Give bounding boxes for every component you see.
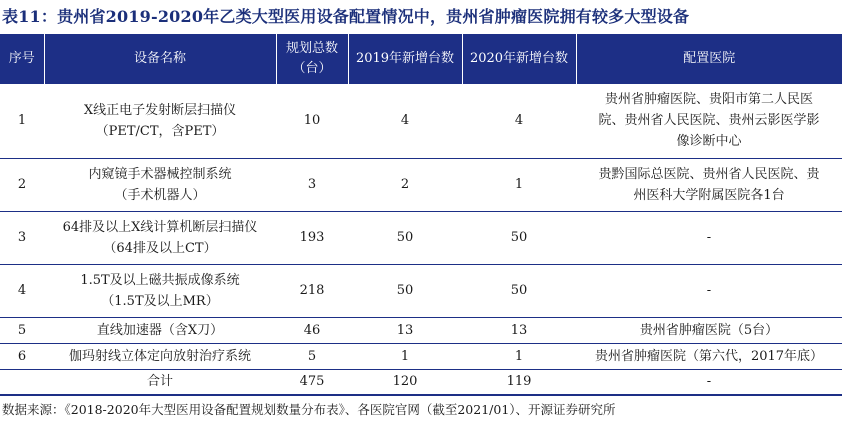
cell-hospitals: 贵州省肿瘤医院（第六代，2017年底） — [576, 343, 842, 369]
name-line2: （1.5T及以上MR） — [101, 293, 219, 309]
header-planned-line1: 规划总数 — [285, 41, 338, 56]
header-name: 设备名称 — [44, 34, 276, 84]
name-line2: （64排及以上CT） — [103, 240, 217, 256]
hosp-line2: 州医科大学附属医院各1台 — [633, 187, 785, 203]
table-row — [0, 264, 842, 317]
cell-2020: 50 — [462, 264, 576, 317]
cell-no: 6 — [0, 343, 44, 369]
cell-no: 1 — [0, 84, 44, 158]
cell-2020: 13 — [462, 317, 576, 343]
total-planned: 475 — [276, 369, 348, 395]
header-planned — [276, 34, 348, 84]
cell-no: 5 — [0, 317, 44, 343]
name-line1: 64排及以上X线计算机断层扫描仪 — [62, 219, 258, 235]
cell-hospitals — [576, 158, 842, 211]
cell-name — [44, 264, 276, 317]
cell-hospitals: 贵州省肿瘤医院（5台） — [576, 317, 842, 343]
cell-planned: 218 — [276, 264, 348, 317]
header-2020: 2020年新增台数 — [462, 34, 576, 84]
cell-2020: 1 — [462, 158, 576, 211]
table-row — [0, 84, 842, 158]
cell-name — [44, 211, 276, 264]
cell-name — [44, 84, 276, 158]
cell-planned: 46 — [276, 317, 348, 343]
hosp-line1: 贵黔国际总医院、贵州省人民医院、贵 — [598, 166, 820, 182]
cell-planned: 3 — [276, 158, 348, 211]
cell-name: 伽玛射线立体定向放射治疗系统 — [44, 343, 276, 369]
name-line2: （PET/CT，含PET） — [95, 123, 225, 139]
name-line2: （手术机器人） — [114, 187, 206, 203]
cell-planned: 10 — [276, 84, 348, 158]
cell-hospitals — [576, 84, 842, 158]
table-row — [0, 317, 842, 343]
cell-2019: 4 — [348, 84, 462, 158]
cell-name — [44, 158, 276, 211]
name-line1: X线正电子发射断层扫描仪 — [83, 102, 237, 118]
total-label: 合计 — [44, 369, 276, 395]
cell-2019: 13 — [348, 317, 462, 343]
header-2019: 2019年新增台数 — [348, 34, 462, 84]
cell-2019: 2 — [348, 158, 462, 211]
cell-no: 3 — [0, 211, 44, 264]
total-2020: 119 — [462, 369, 576, 395]
table-row — [0, 343, 842, 369]
cell-2020: 4 — [462, 84, 576, 158]
cell-hospitals: - — [576, 264, 842, 317]
name-line1: 内窥镜手术器械控制系统 — [88, 166, 232, 182]
source-note: 数据来源：《2018-2020年大型医用设备配置规划数量分布表》、各医院官网（截至2021/01）、开源证券研究所 — [2, 402, 616, 417]
hosp-line1: 贵州省肿瘤医院、贵阳市第二人民医 — [604, 92, 813, 108]
cell-no — [0, 369, 44, 395]
cell-hospitals: - — [576, 211, 842, 264]
cell-name: 直线加速器（含X刀） — [44, 317, 276, 343]
hosp-line2: 院、贵州省人民医院、贵州云影医学影 — [598, 113, 820, 129]
cell-2019: 50 — [348, 211, 462, 264]
header-planned-line2: （台） — [292, 61, 332, 76]
name-line1: 1.5T及以上磁共振成像系统 — [80, 272, 240, 288]
header-no: 序号 — [0, 34, 44, 84]
header-row — [0, 34, 842, 84]
cell-no: 2 — [0, 158, 44, 211]
table-title: 表11：贵州省2019-2020年乙类大型医用设备配置情况中，贵州省肿瘤医院拥有较多大型设备 — [2, 7, 690, 26]
total-row — [0, 369, 842, 395]
cell-2019: 1 — [348, 343, 462, 369]
cell-2020: 50 — [462, 211, 576, 264]
cell-planned: 5 — [276, 343, 348, 369]
cell-planned: 193 — [276, 211, 348, 264]
total-2019: 120 — [348, 369, 462, 395]
equipment-table — [0, 34, 842, 396]
total-hospitals: - — [576, 369, 842, 395]
cell-2019: 50 — [348, 264, 462, 317]
header-hospitals: 配置医院 — [576, 34, 842, 84]
hosp-line3: 像诊断中心 — [676, 134, 742, 150]
table-row — [0, 211, 842, 264]
cell-no: 4 — [0, 264, 44, 317]
cell-2020: 1 — [462, 343, 576, 369]
table-row — [0, 158, 842, 211]
